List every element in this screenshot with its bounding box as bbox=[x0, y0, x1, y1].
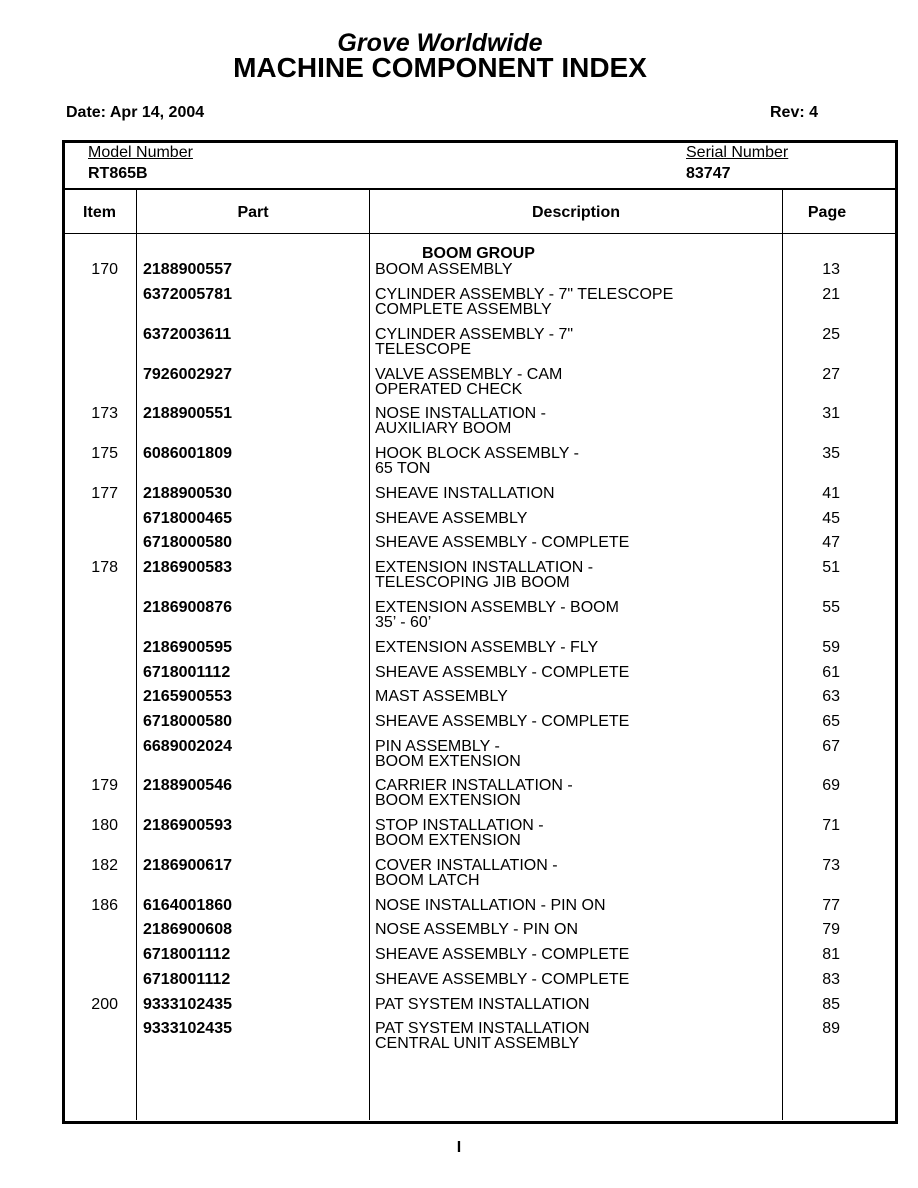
description bbox=[375, 287, 775, 317]
part-number: 6718001112 bbox=[143, 971, 231, 988]
description bbox=[375, 327, 775, 357]
part-number: 2188900557 bbox=[143, 261, 232, 278]
description-line: SHEAVE ASSEMBLY - COMPLETE bbox=[375, 713, 630, 730]
item-number: 170 bbox=[91, 261, 118, 278]
description-line: CYLINDER ASSEMBLY - 7" bbox=[375, 326, 574, 343]
item-number: 186 bbox=[91, 897, 118, 914]
page-reference: 35 bbox=[822, 445, 840, 462]
item-number: 177 bbox=[91, 485, 118, 502]
description bbox=[375, 262, 775, 277]
page-title: MACHINE COMPONENT INDEX bbox=[233, 52, 647, 83]
description-line: 35’ - 60’ bbox=[375, 614, 432, 631]
part-number: 9333102435 bbox=[143, 996, 232, 1013]
description bbox=[375, 714, 775, 729]
description bbox=[375, 898, 775, 913]
part-number: 6086001809 bbox=[143, 445, 232, 462]
description-line: TELESCOPING JIB BOOM bbox=[375, 574, 570, 591]
page-reference: 27 bbox=[822, 366, 840, 383]
column-header-item: Item bbox=[83, 204, 116, 221]
part-number: 6718000465 bbox=[143, 510, 232, 527]
part-number: 2186900876 bbox=[143, 599, 232, 616]
part-number: 6718000580 bbox=[143, 534, 232, 551]
description-line: HOOK BLOCK ASSEMBLY - bbox=[375, 445, 579, 462]
column-header-page: Page bbox=[807, 204, 847, 221]
model-number-label: Model Number bbox=[88, 144, 193, 161]
description-line: SHEAVE INSTALLATION bbox=[375, 485, 555, 502]
page-reference: 65 bbox=[822, 713, 840, 730]
description-line: TELESCOPE bbox=[375, 341, 472, 358]
description-line: EXTENSION ASSEMBLY - FLY bbox=[375, 639, 599, 656]
page-reference: 45 bbox=[822, 510, 840, 527]
description bbox=[375, 640, 775, 655]
description-line: NOSE INSTALLATION - PIN ON bbox=[375, 897, 606, 914]
part-number: 2186900608 bbox=[143, 921, 232, 938]
part-number: 6718001112 bbox=[143, 664, 231, 681]
page-reference: 83 bbox=[822, 971, 840, 988]
description-line: BOOM EXTENSION bbox=[375, 832, 521, 849]
description-line: BOOM ASSEMBLY bbox=[375, 261, 513, 278]
page-reference: 85 bbox=[822, 996, 840, 1013]
page-reference: 63 bbox=[822, 688, 840, 705]
description bbox=[375, 739, 775, 769]
part-number: 2165900553 bbox=[143, 688, 232, 705]
description-line: BOOM EXTENSION bbox=[375, 753, 521, 770]
description-line: SHEAVE ASSEMBLY - COMPLETE bbox=[375, 664, 630, 681]
page-reference: 51 bbox=[822, 559, 840, 576]
description bbox=[375, 1021, 775, 1051]
description bbox=[375, 922, 775, 937]
description-line: MAST ASSEMBLY bbox=[375, 688, 508, 705]
description bbox=[375, 997, 775, 1012]
page-reference: 31 bbox=[822, 405, 840, 422]
page-reference: 79 bbox=[822, 921, 840, 938]
page-reference: 47 bbox=[822, 534, 840, 551]
description-line: SHEAVE ASSEMBLY - COMPLETE bbox=[375, 971, 630, 988]
description bbox=[375, 665, 775, 680]
page-reference: 41 bbox=[822, 485, 840, 502]
description-line: OPERATED CHECK bbox=[375, 381, 523, 398]
description bbox=[375, 446, 775, 476]
part-number: 9333102435 bbox=[143, 1020, 232, 1037]
part-number: 2188900546 bbox=[143, 777, 232, 794]
part-number: 6164001860 bbox=[143, 897, 232, 914]
company-name: Grove Worldwide bbox=[337, 29, 543, 57]
description bbox=[375, 972, 775, 987]
description bbox=[375, 367, 775, 397]
description bbox=[375, 511, 775, 526]
document-date: Date: Apr 14, 2004 bbox=[66, 104, 205, 121]
description-line: BOOM EXTENSION bbox=[375, 792, 521, 809]
description-line: NOSE INSTALLATION - bbox=[375, 405, 546, 422]
part-number: 2188900551 bbox=[143, 405, 232, 422]
description-line: PIN ASSEMBLY - bbox=[375, 738, 500, 755]
page-reference: 73 bbox=[822, 857, 840, 874]
description bbox=[375, 947, 775, 962]
page-reference: 21 bbox=[822, 286, 840, 303]
description-line: EXTENSION ASSEMBLY - BOOM bbox=[375, 599, 619, 616]
description bbox=[375, 406, 775, 436]
part-number: 2186900617 bbox=[143, 857, 232, 874]
description-line: CYLINDER ASSEMBLY - 7" TELESCOPE bbox=[375, 286, 674, 303]
page-reference: 81 bbox=[822, 946, 840, 963]
description-line: COMPLETE ASSEMBLY bbox=[375, 301, 552, 318]
description bbox=[375, 689, 775, 704]
page-reference: 89 bbox=[822, 1020, 840, 1037]
page-reference: 55 bbox=[822, 599, 840, 616]
description-line: AUXILIARY BOOM bbox=[375, 420, 512, 437]
description-line: CENTRAL UNIT ASSEMBLY bbox=[375, 1035, 580, 1052]
description-line: BOOM LATCH bbox=[375, 872, 480, 889]
column-header-description: Description bbox=[531, 204, 620, 221]
part-number: 2186900583 bbox=[143, 559, 232, 576]
description bbox=[375, 858, 775, 888]
section-title: BOOM GROUP bbox=[422, 245, 535, 262]
item-number: 200 bbox=[91, 996, 118, 1013]
part-number: 6718001112 bbox=[143, 946, 231, 963]
part-number: 6372003611 bbox=[143, 326, 232, 343]
description-line: PAT SYSTEM INSTALLATION bbox=[375, 1020, 590, 1037]
part-number: 7926002927 bbox=[143, 366, 232, 383]
page-reference: 69 bbox=[822, 777, 840, 794]
description-line: CARRIER INSTALLATION - bbox=[375, 777, 573, 794]
page-reference: 77 bbox=[822, 897, 840, 914]
serial-number-label: Serial Number bbox=[686, 144, 789, 161]
page-reference: 61 bbox=[822, 664, 840, 681]
description bbox=[375, 818, 775, 848]
description bbox=[375, 560, 775, 590]
part-number: 6718000580 bbox=[143, 713, 232, 730]
part-number: 6372005781 bbox=[143, 286, 232, 303]
description bbox=[375, 778, 775, 808]
serial-number-value: 83747 bbox=[686, 165, 731, 182]
column-header-divider bbox=[62, 233, 896, 234]
description-line: SHEAVE ASSEMBLY - COMPLETE bbox=[375, 946, 630, 963]
description-line: SHEAVE ASSEMBLY bbox=[375, 510, 528, 527]
header-divider bbox=[62, 188, 896, 190]
description-line: PAT SYSTEM INSTALLATION bbox=[375, 996, 590, 1013]
page-reference: 71 bbox=[822, 817, 840, 834]
part-number: 2188900530 bbox=[143, 485, 232, 502]
description-line: STOP INSTALLATION - bbox=[375, 817, 544, 834]
item-number: 178 bbox=[91, 559, 118, 576]
part-number: 2186900595 bbox=[143, 639, 232, 656]
page-number: I bbox=[456, 1139, 462, 1156]
description bbox=[375, 486, 775, 501]
part-number: 6689002024 bbox=[143, 738, 232, 755]
revision-number: Rev: 4 bbox=[770, 104, 819, 121]
column-header-part: Part bbox=[237, 204, 269, 221]
item-number: 173 bbox=[91, 405, 118, 422]
description-line: VALVE ASSEMBLY - CAM bbox=[375, 366, 563, 383]
item-number: 179 bbox=[91, 777, 118, 794]
page-reference: 59 bbox=[822, 639, 840, 656]
description bbox=[375, 600, 775, 630]
description-line: COVER INSTALLATION - bbox=[375, 857, 558, 874]
page-reference: 25 bbox=[822, 326, 840, 343]
description-line: 65 TON bbox=[375, 460, 431, 477]
page-reference: 67 bbox=[822, 738, 840, 755]
column-divider-item bbox=[136, 190, 137, 1120]
item-number: 182 bbox=[91, 857, 118, 874]
description bbox=[375, 535, 775, 550]
page-reference: 13 bbox=[822, 261, 840, 278]
column-divider-part bbox=[369, 190, 370, 1120]
item-number: 175 bbox=[91, 445, 118, 462]
description-line: SHEAVE ASSEMBLY - COMPLETE bbox=[375, 534, 630, 551]
model-number-value: RT865B bbox=[88, 165, 148, 182]
item-number: 180 bbox=[91, 817, 118, 834]
part-number: 2186900593 bbox=[143, 817, 232, 834]
description-line: EXTENSION INSTALLATION - bbox=[375, 559, 594, 576]
description-line: NOSE ASSEMBLY - PIN ON bbox=[375, 921, 579, 938]
